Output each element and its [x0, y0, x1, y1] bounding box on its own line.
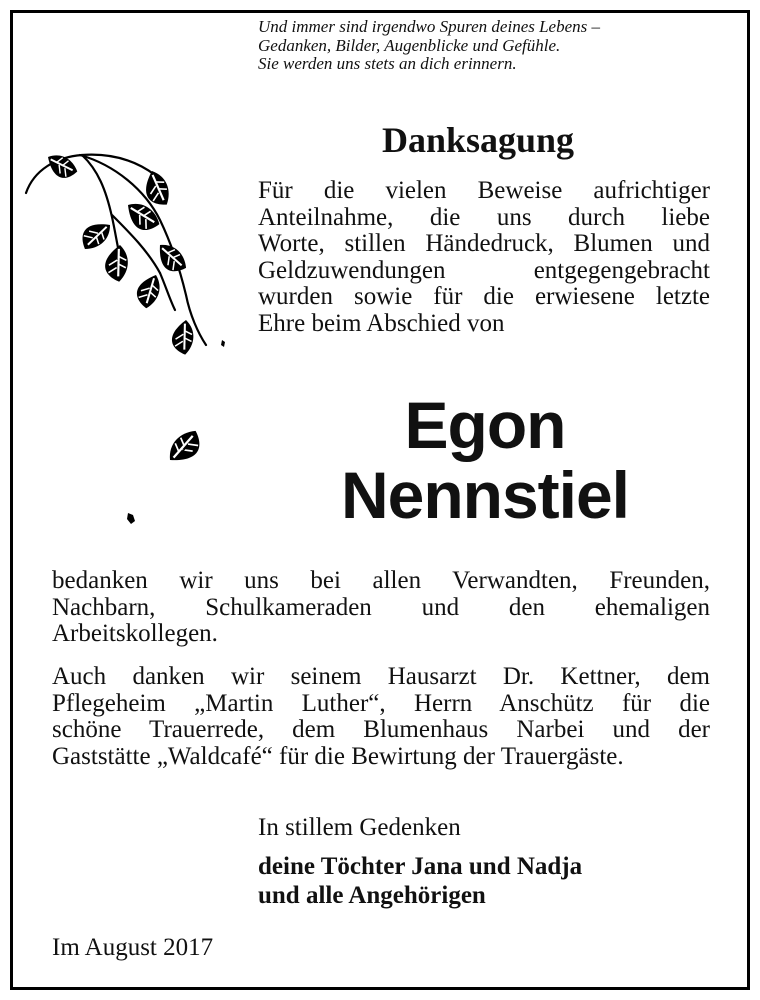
quote-line: Und immer sind irgendwo Spuren deines Lebens –	[258, 17, 601, 36]
deceased-last-name: Nennstiel	[340, 458, 630, 532]
paragraph-line: schöne Trauerrede, dem Blumenhaus Narbei und der	[52, 716, 710, 743]
deceased-first-name: Egon	[404, 388, 566, 462]
notice-date: Im August 2017	[52, 934, 214, 961]
paragraph-line: Pflegeheim „Martin Luther“, Herrn Anschütz für die	[52, 689, 710, 717]
thanks-paragraph-1	[52, 568, 710, 648]
quote-line: Sie werden uns stets an dich erinnern.	[258, 54, 517, 73]
intro-line: Geldzuwendungen entgegengebracht	[258, 256, 710, 284]
signature	[258, 852, 582, 910]
closing-phrase: In stillem Gedenken	[258, 814, 461, 841]
page-title: Danksagung	[381, 120, 575, 160]
intro-line: wurden sowie für die erwiesene letzte	[258, 283, 710, 310]
paragraph-line: Gaststätte „Waldcafé“ für die Bewirtung der Trauergäste.	[52, 742, 624, 770]
intro-line: Für die vielen Beweise aufrichtiger	[258, 177, 710, 204]
paragraph-line: Arbeitskollegen.	[52, 620, 218, 647]
intro-line: Ehre beim Abschied von	[258, 309, 505, 337]
signature-line: und alle Angehörigen	[258, 882, 486, 909]
intro-paragraph	[258, 178, 710, 337]
birch-branch-icon	[20, 135, 250, 535]
quote-line: Gedanken, Bilder, Augenblicke und Gefühle.	[258, 35, 561, 55]
intro-line: Anteilnahme, die uns durch liebe	[258, 203, 710, 231]
paragraph-line: bedanken wir uns bei allen Verwandten, Freunden,	[52, 567, 710, 594]
memorial-quote	[258, 18, 708, 74]
paragraph-line: Auch danken wir seinem Hausarzt Dr. Kettner, dem	[52, 663, 710, 690]
signature-line: deine Töchter Jana und Nadja	[258, 853, 583, 880]
paragraph-line: Nachbarn, Schulkameraden und den ehemaligen	[52, 593, 710, 621]
intro-line: Worte, stillen Händedruck, Blumen und	[258, 230, 710, 257]
thanks-paragraph-2	[52, 664, 710, 770]
